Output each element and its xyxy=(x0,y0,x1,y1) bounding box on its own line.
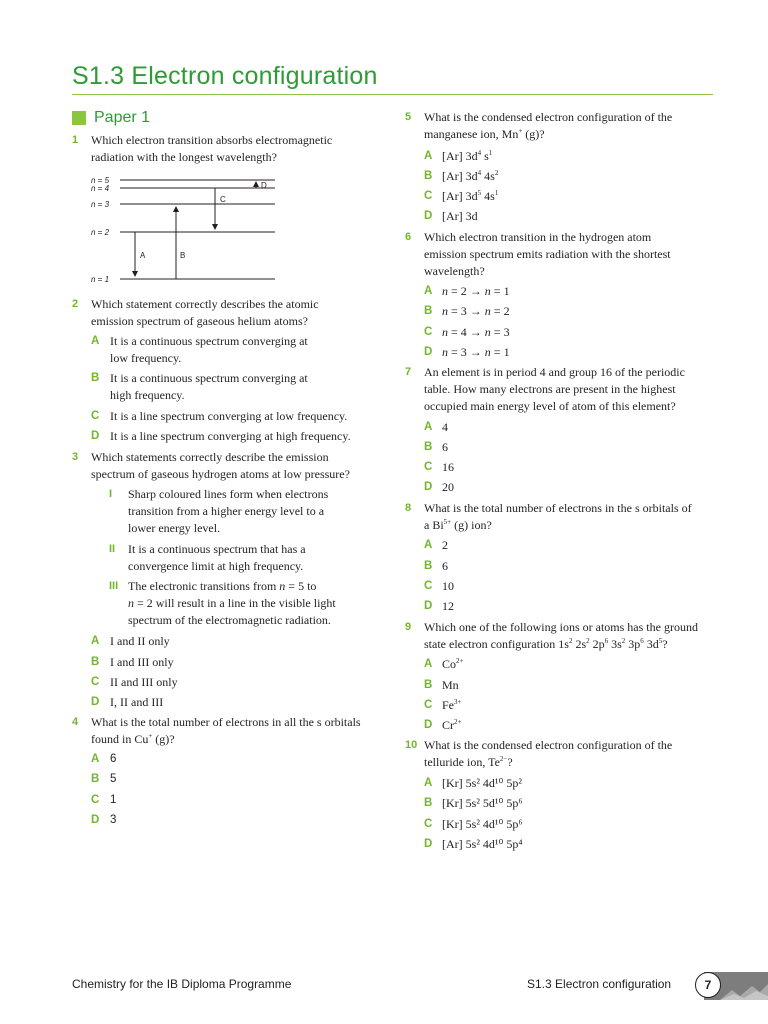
question-text: What is the total number of electrons in all the s orbitals xyxy=(91,715,361,729)
option-letter: C xyxy=(424,326,433,338)
option-text: 20 xyxy=(442,480,454,494)
option-letter: B xyxy=(91,656,100,668)
question-text: Which statements correctly describe the emission xyxy=(91,450,329,464)
option-text: [Ar] 5s² 4d¹⁰ 5p⁴ xyxy=(442,837,523,851)
option-letter: D xyxy=(91,814,100,826)
level-label: n = 1 xyxy=(91,275,110,284)
option-letter: B xyxy=(424,170,433,182)
option-letter: B xyxy=(424,441,433,453)
option-text: 16 xyxy=(442,460,454,474)
statement-text: spectrum of the electromagnetic radiation. xyxy=(128,613,331,627)
option-letter: C xyxy=(91,410,100,422)
question-number: 2 xyxy=(72,298,79,310)
option-text: n = 4 → n = 3 xyxy=(442,325,510,339)
energy-level-diagram xyxy=(88,172,288,287)
option-text: $Fe^{3+}$ xyxy=(442,698,462,712)
question-text: Which electron transition in the hydrogen atom xyxy=(424,230,652,244)
option-letter: D xyxy=(91,430,100,442)
question-number: 5 xyxy=(405,111,412,123)
option-text: 2 xyxy=(442,538,448,552)
statement-number: III xyxy=(109,580,119,592)
option-letter: A xyxy=(424,777,433,789)
option-letter: C xyxy=(424,461,433,473)
option-text: n = 3 → n = 1 xyxy=(442,345,510,359)
option-letter: B xyxy=(91,773,100,785)
option-letter: B xyxy=(91,372,100,384)
arrow-label: A xyxy=(140,251,146,260)
section-header xyxy=(72,109,150,127)
footer-chapter-title: S1.3 Electron configuration xyxy=(527,977,672,991)
section-square-icon xyxy=(72,111,86,125)
option-text: $Cr^{2+}$ xyxy=(442,718,462,732)
question-number: 8 xyxy=(405,502,412,514)
question-text: radiation with the longest wavelength? xyxy=(91,150,277,164)
option-text: It is a line spectrum converging at high frequency. xyxy=(110,429,351,443)
option-text: $Co^{2+}$ xyxy=(442,657,464,671)
question-number: 7 xyxy=(405,366,412,378)
option-text: [Kr] 5s² 4d¹⁰ 5p² xyxy=(442,776,522,790)
option-text: 1 xyxy=(110,794,117,806)
level-label: n = 3 xyxy=(91,200,110,209)
option-text: [Ar] $3d^4$ $s^1$ xyxy=(442,149,493,163)
tab-wave-decoration xyxy=(720,980,768,1000)
page-title: S1.3 Electron configuration xyxy=(72,62,378,90)
statement-number: I xyxy=(109,488,113,500)
statement-text: transition from a higher energy level to a xyxy=(128,504,325,518)
question-text: manganese ion, Mn+ (g)? xyxy=(424,127,545,141)
option-letter: A xyxy=(424,658,433,670)
question-text: spectrum of gaseous hydrogen atoms at low pressure? xyxy=(91,467,350,481)
question-text: emission spectrum of gaseous helium atoms? xyxy=(91,314,308,328)
arrow-label: C xyxy=(220,195,226,204)
option-text: Mn xyxy=(442,678,459,692)
arrow-label: B xyxy=(180,251,186,260)
option-text: I and III only xyxy=(110,655,174,669)
question-text: What is the total number of electrons in the s orbitals of xyxy=(424,501,692,515)
statement-text: convergence limit at high frequency. xyxy=(128,559,304,573)
question-number: 3 xyxy=(72,451,79,463)
question-number: 9 xyxy=(405,621,412,633)
option-text: [Ar] $3d^5$ $4s^1$ xyxy=(442,189,499,203)
section-title: Paper 1 xyxy=(94,109,151,126)
question-text: found in Cu+ (g)? xyxy=(91,732,175,746)
option-text: n = 2 → n = 1 xyxy=(442,284,510,298)
question-text: What is the condensed electron configuration of the xyxy=(424,110,673,124)
option-letter: A xyxy=(91,335,100,347)
question-text: What is the condensed electron configuration of the xyxy=(424,738,673,752)
question-text: Which one of the following ions or atoms has the ground xyxy=(424,620,698,634)
footer-book-title: Chemistry for the IB Diploma Programme xyxy=(72,977,292,991)
arrow-label: D xyxy=(261,181,267,190)
question-text: state electron configuration $1s^2$ $2s^2$ $2p^6$ $3s^2$ $3p^6$ $3d^5$? xyxy=(424,637,668,651)
statement-text: It is a continuous spectrum that has a xyxy=(128,542,306,556)
option-letter: A xyxy=(424,421,433,433)
question-text: Which statement correctly describes the atomic xyxy=(91,297,319,311)
option-letter: D xyxy=(424,719,433,731)
option-text: 5 xyxy=(110,773,117,785)
option-text: low frequency. xyxy=(110,351,182,365)
option-text: 12 xyxy=(442,599,454,613)
statement-text: The electronic transitions from n = 5 to xyxy=(128,579,317,593)
option-letter: A xyxy=(424,539,433,551)
question-number: 10 xyxy=(405,739,418,751)
option-letter: A xyxy=(424,285,433,297)
option-letter: A xyxy=(91,753,100,765)
title-rule xyxy=(72,94,713,95)
option-letter: B xyxy=(424,305,433,317)
option-text: 3 xyxy=(110,814,117,826)
option-letter: C xyxy=(424,818,433,830)
option-letter: C xyxy=(424,580,433,592)
statement-text: lower energy level. xyxy=(128,521,221,535)
option-text: II and III only xyxy=(110,675,178,689)
option-text: [Kr] 5s² 4d¹⁰ 5p⁶ xyxy=(442,817,523,831)
option-letter: C xyxy=(424,699,433,711)
option-letter: C xyxy=(91,794,100,806)
option-text: n = 3 → n = 2 xyxy=(442,304,510,318)
option-letter: A xyxy=(424,150,433,162)
option-text: 6 xyxy=(110,753,117,765)
question-text: telluride ion, $Te^{2-}$? xyxy=(424,755,513,769)
option-text: It is a line spectrum converging at low frequency. xyxy=(110,409,348,423)
option-text: 6 xyxy=(442,440,448,454)
option-text: It is a continuous spectrum converging at xyxy=(110,371,308,385)
option-letter: D xyxy=(424,838,433,850)
option-letter: D xyxy=(91,696,100,708)
option-text: 6 xyxy=(442,559,448,573)
question-text: emission spectrum emits radiation with the shortest xyxy=(424,247,671,261)
level-label: n = 4 xyxy=(91,184,110,193)
statement-text: Sharp coloured lines form when electrons xyxy=(128,487,329,501)
option-letter: B xyxy=(424,797,433,809)
option-text: 4 xyxy=(442,420,448,434)
question-text: table. How many electrons are present in the highest xyxy=(424,382,676,396)
option-letter: C xyxy=(91,676,100,688)
option-text: I and II only xyxy=(110,634,170,648)
level-label: n = 2 xyxy=(91,228,110,237)
option-text: [Ar] $3d^4$ $4s^2$ xyxy=(442,169,499,183)
question-text: occupied main energy level of atom of this element? xyxy=(424,399,676,413)
option-text: 10 xyxy=(442,579,454,593)
statement-number: II xyxy=(109,543,116,555)
option-letter: D xyxy=(424,600,433,612)
option-letter: D xyxy=(424,346,433,358)
question-number: 1 xyxy=(72,134,79,146)
option-letter: D xyxy=(424,210,433,222)
question-number: 4 xyxy=(72,716,79,728)
question-text: An element is in period 4 and group 16 of the periodic xyxy=(424,365,685,379)
option-text: high frequency. xyxy=(110,388,185,402)
question-text: a $Bi^{5+}$ (g) ion? xyxy=(424,518,492,532)
option-text: [Kr] 5s² 5d¹⁰ 5p⁶ xyxy=(442,796,523,810)
question-number: 6 xyxy=(405,231,412,243)
option-text: It is a continuous spectrum converging at xyxy=(110,334,308,348)
question-text: Which electron transition absorbs electromagnetic xyxy=(91,133,333,147)
option-letter: B xyxy=(424,560,433,572)
option-text: I, II and III xyxy=(110,695,164,709)
option-letter: A xyxy=(91,635,100,647)
option-letter: D xyxy=(424,481,433,493)
option-text: [Ar] 3d xyxy=(442,209,478,223)
statement-text: n = 2 will result in a line in the visible light xyxy=(128,596,336,610)
level-label: n = 5 xyxy=(91,176,110,185)
option-letter: C xyxy=(424,190,433,202)
page-number: 7 xyxy=(695,972,721,998)
question-text: wavelength? xyxy=(424,264,485,278)
option-letter: B xyxy=(424,679,433,691)
